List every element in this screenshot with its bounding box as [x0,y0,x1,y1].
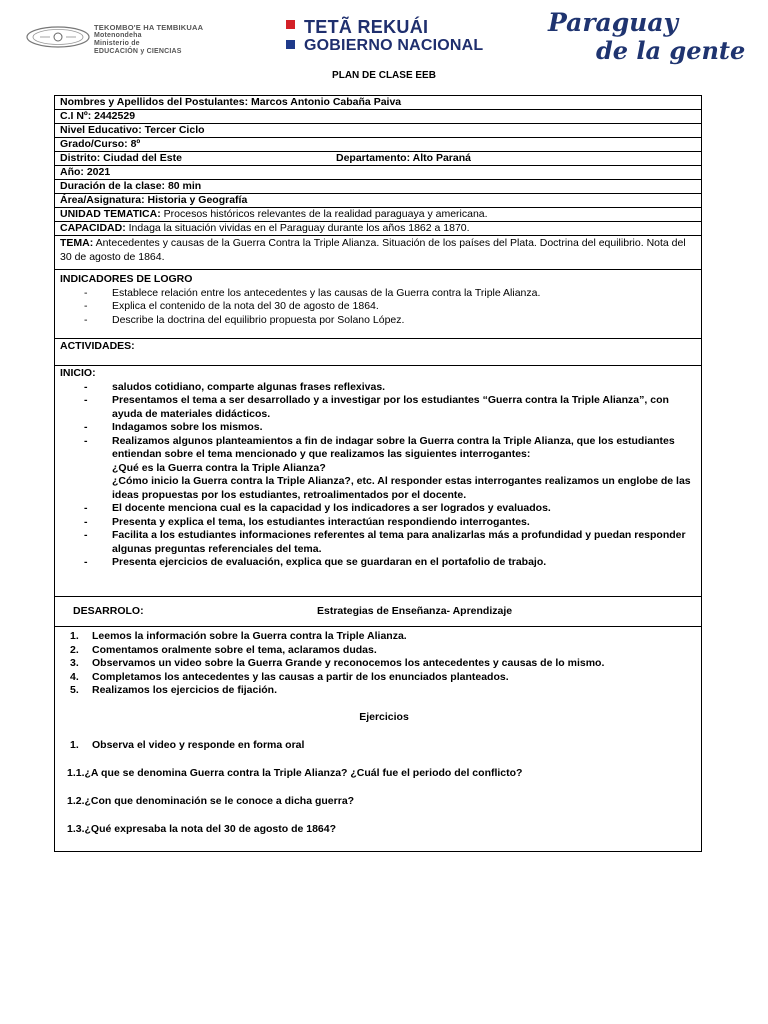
list-item: - Explica el contenido de la nota del 30 de agosto de 1864. [84,300,701,314]
ejercicio-number: 1. [70,738,79,751]
desarrollo-steps [67,630,701,698]
row-actividades [55,339,701,366]
indicadores-list [60,287,701,328]
ejercicios-title: Ejercicios [359,710,409,723]
step-text: Observamos un video sobre la Guerra Grande y reconocemos los antecedentes y causas de lo mismo. [92,657,605,669]
ministry-guarani-name: TEKOMBO'E HA TEMBIKUAA [94,24,204,32]
capacidad-value: Indaga la situación vividas en el Paraguay durante los años 1862 a 1870. [125,222,470,234]
row-grado: Grado/Curso: 8º [55,138,701,152]
indicadores-heading: INDICADORES DE LOGRO [60,273,193,285]
list-item [84,435,701,503]
ejercicio-1-1: 1.1.¿A que se denomina Guerra contra la Triple Alianza? ¿Cuál fue el periodo del conflicto? [67,766,523,779]
row-duracion: Duración de la clase: 80 min [55,180,701,194]
government-flag-mark [286,20,295,50]
row-nivel: Nivel Educativo: Tercer Ciclo [55,124,701,138]
government-logo-text [304,17,483,55]
step-number: 4. [70,670,79,683]
tema-label: TEMA: [60,237,94,249]
list-item: - Presenta y explica el tema, los estudiantes interactúan respondiendo interrogantes. [84,516,701,530]
inicio-list [60,381,701,570]
row-distrito [55,152,701,166]
lesson-plan-table [54,95,702,852]
list-item: - saludos cotidiano, comparte algunas frases reflexivas. [84,381,701,395]
step-number: 5. [70,684,79,696]
interrogante-2: ¿Cómo inicio la Guerra contra la Triple Alianza?, etc. Al responder estas interrogantes realizamos un englobe de las ideas propuestas por los estudiantes, retroalimentados por el docente. [112,475,691,501]
row-capacidad [55,222,701,236]
unidad-value: Procesos históricos relevantes de la realidad paraguaya y americana. [160,208,488,220]
departamento-cell: Departamento: Alto Paraná [336,152,471,164]
list-item: - Presentamos el tema a ser desarrollado y a investigar por los estudiantes “Guerra contra la Triple Alianza”, con ayuda de materiales didácticos. [84,394,701,421]
paraguay-de-la-gente-logo [540,6,746,70]
actividades-heading: ACTIVIDADES: [60,340,135,352]
tema-value: Antecedentes y causas de la Guerra Contra la Triple Alianza. Situación de los países del Plata. Doctrina del equilibrio. Nota del 30 de agosto de 1864. [60,237,686,263]
step-text: Comentamos oralmente sobre el tema, aclaramos dudas. [92,643,377,656]
list-item: - Indagamos sobre los mismos. [84,421,701,435]
inicio-heading: INICIO: [60,367,96,379]
ministry-logo-text [94,24,266,56]
step-text: Realizamos los ejercicios de fijación. [92,684,277,696]
list-item: - Presenta ejercicios de evaluación, explica que se guardaran en el portafolio de trabajo. [84,556,701,570]
row-indicadores [55,270,701,339]
list-item [67,630,701,644]
planteamientos-text: Realizamos algunos planteamientos a fin de indagar sobre la Guerra contra la Triple Alianza, que los estudiantes entiendan sobre el tema mencionado y que realizamos las siguientes interrogantes: [112,434,675,460]
list-item [67,684,701,698]
ejercicio-1-2: 1.2.¿Con que denominación se le conoce a dicha guerra? [67,794,355,807]
step-number: 1. [70,630,79,642]
ministry-line3: Ministerio de [94,40,140,47]
slogan-line1: Paraguay [548,8,679,37]
list-item: - Establece relación entre los antecedentes y las causas de la Guerra contra la Triple Alianza. [84,287,701,301]
list-item: - Describe la doctrina del equilibrio propuesta por Solano López. [84,314,701,328]
row-ci: C.I Nº: 2442529 [55,110,701,124]
list-item: - El docente menciona cual es la capacidad y los indicadores a ser logrados y evaluados. [84,502,701,516]
step-number: 3. [70,657,79,669]
strategies-label: Estrategias de Enseñanza- Aprendizaje [317,605,513,617]
step-number: 2. [70,643,79,656]
ejercicio-text: Observa el video y responde en forma oral [92,738,305,751]
row-unidad [55,208,701,222]
step-text: Completamos los antecedentes y las causas a partir de los enunciados planteados. [92,670,509,683]
list-item [67,671,701,685]
distrito-cell: Distrito: Ciudad del Este [60,152,182,164]
ministry-line4: EDUCACIÓN y CIENCIAS [94,48,182,55]
step-text: Leemos la información sobre la Guerra contra la Triple Alianza. [92,630,407,642]
interrogante-1: ¿Qué es la Guerra contra la Triple Alianza? [112,461,326,474]
gov-spanish-name: GOBIERNO NACIONAL [304,37,484,54]
national-seal-logo [26,26,90,48]
row-anio: Año: 2021 [55,166,701,180]
document-title: PLAN DE CLASE EEB [332,70,436,81]
row-steps-ejercicios [55,627,701,851]
list-item: - Facilita a los estudiantes informaciones referentes al tema para analizarlas más a profundidad y puedan responder algunas preguntas referenciales del tema. [84,529,701,556]
ejercicio-1-3: 1.3.¿Qué expresaba la nota del 30 de agosto de 1864? [67,822,337,835]
row-desarrollo [55,597,701,627]
ministry-line2: Motenondeha [94,32,142,39]
capacidad-label: CAPACIDAD: [60,222,126,234]
header-banner [0,0,768,72]
row-area: Área/Asignatura: Historia y Geografía [55,194,701,208]
row-tema [55,236,701,270]
list-item [67,644,701,658]
row-inicio [55,366,701,597]
ejercicio-1 [67,739,701,753]
desarrollo-label: DESARROLO: [73,605,144,617]
slogan-line2: de la gente [596,36,746,65]
list-item [67,657,701,671]
unidad-label: UNIDAD TEMATICA: [60,208,161,220]
row-nombres: Nombres y Apellidos del Postulantes: Marcos Antonio Cabaña Paiva [55,96,701,110]
gov-guarani-name: TETÃ REKUÁI [304,17,429,37]
